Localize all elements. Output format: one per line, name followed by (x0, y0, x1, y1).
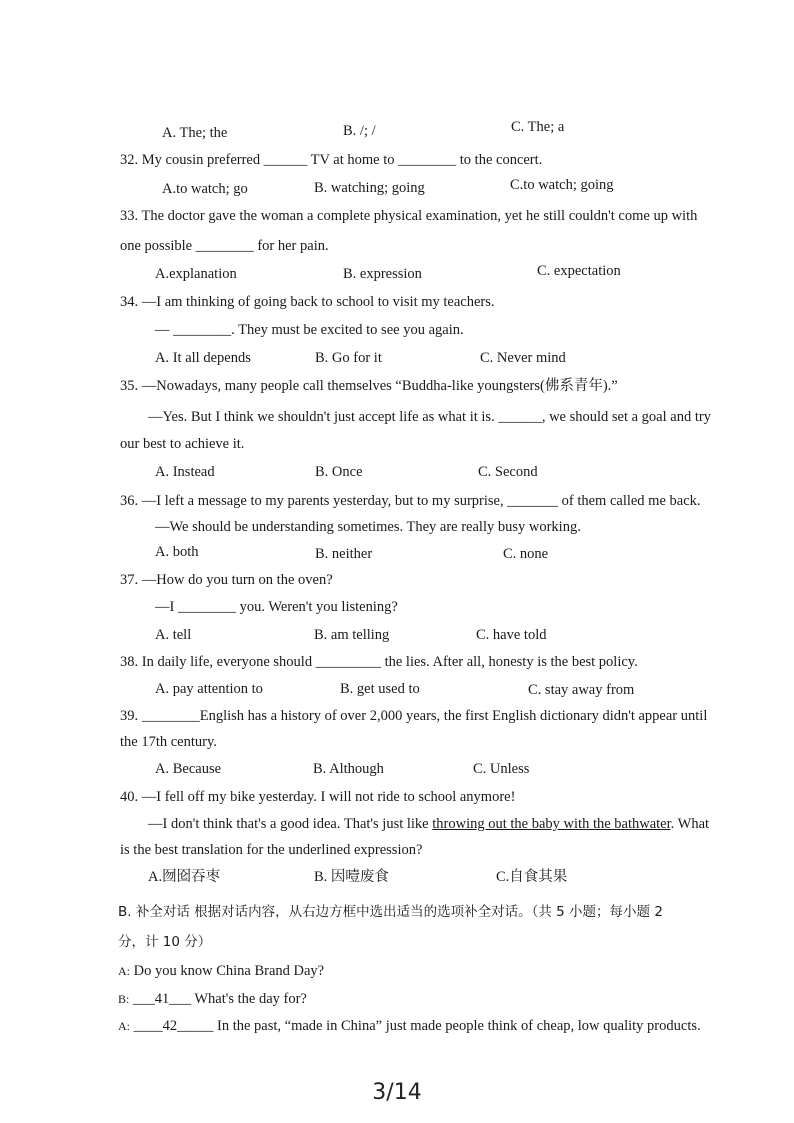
q38-option-b: B. get used to (340, 681, 420, 697)
q36-option-a: A. both (155, 544, 199, 560)
q39-stem-line2: the 17th century. (120, 734, 217, 750)
q40-stem-line3: is the best translation for the underlined expression? (120, 842, 423, 858)
q37-stem-line2: —I ________ you. Weren't you listening? (155, 599, 398, 615)
section-b-heading-cont: 分，计 10 分） (118, 934, 212, 950)
q40-stem-line1: 40. —I fell off my bike yesterday. I will not ride to school anymore! (120, 789, 516, 805)
dialogue-line (118, 990, 307, 1008)
q38-option-a: A. pay attention to (155, 681, 263, 697)
q37-option-c: C. have told (476, 627, 547, 643)
speaker-label: A: (118, 1019, 130, 1033)
q37-option-b: B. am telling (314, 627, 390, 643)
q35-stem-line3: our best to achieve it. (120, 436, 245, 452)
q35-stem-line2: —Yes. But I think we shouldn't just accept life as what it is. ______, we should set a goal and try (148, 409, 711, 425)
q31-option-a: A. The; the (162, 125, 228, 141)
q36-stem-line1: 36. —I left a message to my parents yesterday, but to my surprise, _______ of them called me back. (120, 493, 701, 509)
q40-line2-post: . What (670, 816, 710, 832)
q36-option-b: B. neither (315, 546, 373, 562)
q35-option-c: C. Second (478, 464, 538, 480)
dialogue-line (118, 962, 324, 980)
q40-line2-pre: —I don't think that's a good idea. That's just like (148, 816, 433, 832)
q34-stem-line1: 34. —I am thinking of going back to school to visit my teachers. (120, 294, 495, 310)
speaker-label: A: (118, 964, 130, 978)
q31-option-b: B. /; / (343, 123, 376, 139)
q32-stem: 32. My cousin preferred ______ TV at home to ________ to the concert. (120, 152, 543, 168)
q40-option-b: B. 因噎废食 (314, 869, 389, 885)
q31-option-c: C. The; a (511, 119, 565, 135)
q32-option-b: B. watching; going (314, 180, 425, 196)
q38-stem: 38. In daily life, everyone should _________ the lies. After all, honesty is the best policy. (120, 654, 638, 670)
q39-option-c: C. Unless (473, 761, 530, 777)
dialogue-text: ____42_____ In the past, “made in China” just made people think of cheap, low quality products. (133, 1018, 701, 1034)
q36-stem-line2: —We should be understanding sometimes. They are really busy working. (155, 519, 581, 535)
q33-option-c: C. expectation (537, 263, 621, 279)
q40-stem-line2 (148, 815, 709, 833)
q38-option-c: C. stay away from (528, 682, 635, 698)
q33-option-b: B. expression (343, 266, 422, 282)
q35-option-a: A. Instead (155, 464, 215, 480)
q34-stem-line2: — ________. They must be excited to see you again. (155, 322, 464, 338)
q40-option-a: A.囫囵吞枣 (148, 869, 221, 885)
q34-option-b: B. Go for it (315, 350, 382, 366)
q37-option-a: A. tell (155, 627, 192, 643)
speaker-label: B: (118, 992, 130, 1006)
q33-stem-line2: one possible ________ for her pain. (120, 238, 329, 254)
q36-option-c: C. none (503, 546, 549, 562)
dialogue-text: Do you know China Brand Day? (133, 963, 325, 979)
section-b-heading: B. 补全对话 根据对话内容，从右边方框中选出适当的选项补全对话。（共 5 小题；每小题 2 (118, 904, 663, 920)
q32-option-a: A.to watch; go (162, 181, 248, 197)
q35-stem-line1: 35. —Nowadays, many people call themselves “Buddha-like youngsters(佛系青年).” (120, 378, 618, 394)
page-number: 3/14 (372, 1080, 422, 1105)
q39-option-a: A. Because (155, 761, 222, 777)
q32-option-c: C.to watch; going (510, 177, 614, 193)
q35-option-b: B. Once (315, 464, 363, 480)
q39-option-b: B. Although (313, 761, 384, 777)
dialogue-line (118, 1017, 701, 1035)
q33-option-a: A.explanation (155, 266, 237, 282)
dialogue-text: ___41___ What's the day for? (132, 991, 307, 1007)
q40-option-c: C.自食其果 (496, 869, 568, 885)
q34-option-a: A. It all depends (155, 350, 251, 366)
q40-underlined-expression: throwing out the baby with the bathwater (432, 816, 671, 832)
q39-stem-line1: 39. ________English has a history of over 2,000 years, the first English dictionary didn't appear until (120, 708, 708, 724)
q33-stem-line1: 33. The doctor gave the woman a complete physical examination, yet he still couldn't come up with (120, 208, 698, 224)
q34-option-c: C. Never mind (480, 350, 566, 366)
q37-stem-line1: 37. —How do you turn on the oven? (120, 572, 333, 588)
